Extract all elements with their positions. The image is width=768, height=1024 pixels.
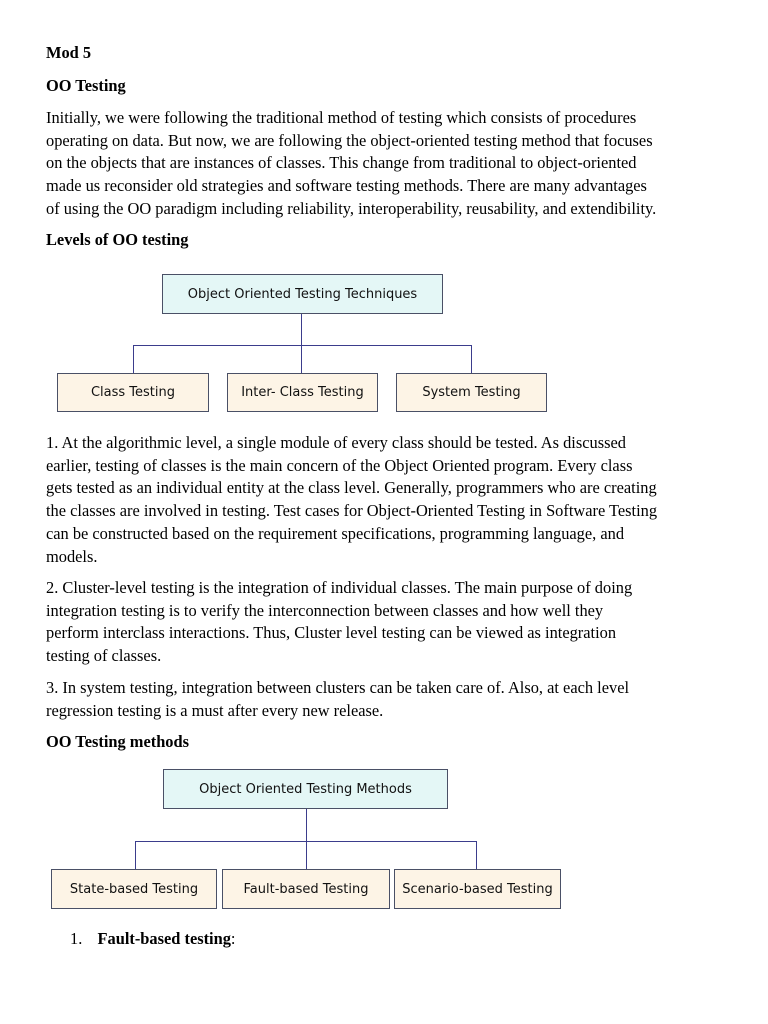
paragraph-line: models. bbox=[46, 546, 98, 566]
fault-based-testing-box: Fault-based Testing bbox=[222, 869, 390, 909]
list-item-suffix: : bbox=[230, 929, 236, 948]
scenario-based-testing-box: Scenario-based Testing bbox=[394, 869, 561, 909]
paragraph-line: gets tested as an individual entity at the class level. Generally, programmers who are creating bbox=[46, 478, 657, 498]
connector-line bbox=[301, 345, 302, 374]
connector-line bbox=[135, 841, 136, 870]
levels-heading: Levels of OO testing bbox=[46, 230, 189, 249]
paragraph-line: can be constructed based on the requirement specifications, programming language, and bbox=[46, 523, 625, 543]
connector-line bbox=[133, 345, 472, 346]
module-heading: Mod 5 bbox=[46, 43, 92, 62]
connector-line bbox=[306, 808, 307, 842]
list-number: 1. bbox=[70, 929, 83, 948]
state-based-testing-box: State-based Testing bbox=[51, 869, 217, 909]
paragraph-line: on the objects that are instances of classes. This change from traditional to object-oriented bbox=[46, 153, 637, 173]
paragraph-line: of using the OO paradigm including reliability, interoperability, reusability, and extendibility. bbox=[46, 198, 657, 218]
paragraph-line: earlier, testing of classes is the main concern of the Object Oriented program. Every class bbox=[46, 455, 633, 475]
list-item-title: Fault-based testing bbox=[97, 929, 231, 948]
connector-line bbox=[471, 345, 472, 374]
system-testing-box: System Testing bbox=[396, 373, 547, 412]
paragraph-line: the classes are involved in testing. Test cases for Object-Oriented Testing in Software Testing bbox=[46, 501, 658, 521]
inter-class-testing-box: Inter- Class Testing bbox=[227, 373, 378, 412]
connector-line bbox=[306, 841, 307, 870]
methods-root-box: Object Oriented Testing Methods bbox=[163, 769, 448, 809]
connector-line bbox=[301, 313, 302, 346]
paragraph-line: operating on data. But now, we are following the object-oriented testing method that focuses bbox=[46, 130, 653, 150]
techniques-root-box: Object Oriented Testing Techniques bbox=[162, 274, 443, 314]
methods-heading: OO Testing methods bbox=[46, 732, 189, 751]
numbered-list-item bbox=[70, 928, 235, 950]
connector-line bbox=[133, 345, 134, 374]
paragraph-line: 2. Cluster-level testing is the integration of individual classes. The main purpose of doing bbox=[46, 578, 633, 597]
paragraph-line: regression testing is a must after every new release. bbox=[46, 700, 384, 720]
paragraph-line: 3. In system testing, integration between clusters can be taken care of. Also, at each level bbox=[46, 678, 630, 697]
paragraph-line: 1. At the algorithmic level, a single module of every class should be tested. As discussed bbox=[46, 433, 626, 452]
paragraph-line: integration testing is to verify the interconnection between classes and how well they bbox=[46, 600, 604, 620]
oo-testing-heading: OO Testing bbox=[46, 76, 126, 95]
paragraph-line: Initially, we were following the traditional method of testing which consists of procedures bbox=[46, 108, 637, 127]
paragraph-line: perform interclass interactions. Thus, Cluster level testing can be viewed as integration bbox=[46, 623, 617, 643]
paragraph-line: testing of classes. bbox=[46, 646, 162, 666]
class-testing-box: Class Testing bbox=[57, 373, 209, 412]
connector-line bbox=[476, 841, 477, 870]
paragraph-line: made us reconsider old strategies and software testing methods. There are many advantages bbox=[46, 176, 647, 196]
